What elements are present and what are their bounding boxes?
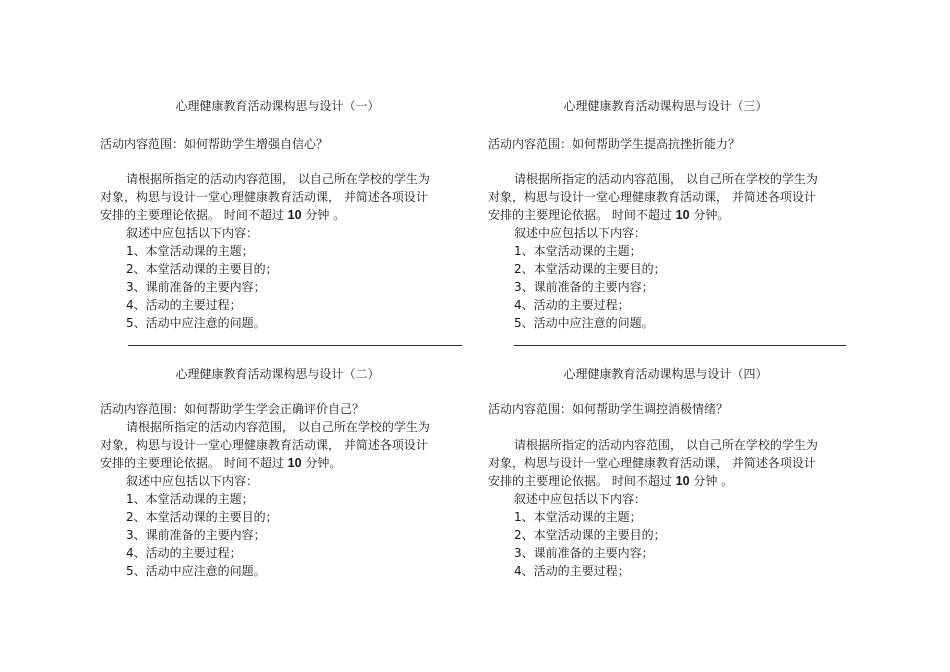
- instruction-tail: 分钟。: [689, 208, 730, 222]
- section-title: 心理健康教育活动课构思与设计（四）: [563, 367, 768, 381]
- list-item: 1、本堂活动课的主题；: [514, 244, 642, 258]
- list-item: 1、本堂活动课的主题；: [126, 244, 254, 258]
- list-item: 4、活动的主要过程；: [126, 546, 242, 560]
- time-limit-value: 10: [287, 208, 302, 222]
- content-intro: 叙述中应包括以下内容：: [514, 226, 647, 240]
- instruction-line-1: 请根据所指定的活动内容范围， 以自己所在学校的学生为: [126, 420, 430, 434]
- divider: [128, 345, 462, 346]
- time-limit-value: 10: [287, 456, 302, 470]
- list-item: 2、本堂活动课的主要目的；: [126, 262, 278, 276]
- list-item: 3、课前准备的主要内容；: [126, 528, 266, 542]
- list-item: 1、本堂活动课的主题；: [514, 510, 642, 524]
- instruction-text: 安排的主要理论依据。 时间不超过: [100, 456, 288, 470]
- instruction-line-2: 对象，构思与设计一堂心理健康教育活动课， 并简述各项设计: [100, 438, 428, 452]
- instruction-tail: 分钟。: [301, 456, 342, 470]
- list-item: 4、活动的主要过程；: [126, 298, 242, 312]
- activity-scope: 活动内容范围：如何帮助学生提高抗挫折能力？: [488, 137, 741, 151]
- list-item: 2、本堂活动课的主要目的；: [514, 528, 666, 542]
- list-item: 5、活动中应注意的问题。: [126, 316, 266, 330]
- activity-scope: 活动内容范围：如何帮助学生增强自信心？: [100, 137, 329, 151]
- list-item: 1、本堂活动课的主题；: [126, 492, 254, 506]
- content-intro: 叙述中应包括以下内容：: [514, 492, 647, 506]
- list-item: 4、活动的主要过程；: [514, 298, 630, 312]
- instruction-text: 安排的主要理论依据。 时间不超过: [488, 208, 676, 222]
- instruction-text: 安排的主要理论依据。 时间不超过: [488, 474, 676, 488]
- list-item: 3、课前准备的主要内容；: [126, 280, 266, 294]
- instruction-line-3: [488, 207, 729, 223]
- instruction-line-3: [488, 473, 733, 489]
- divider: [514, 345, 846, 346]
- instruction-line-1: 请根据所指定的活动内容范围， 以自己所在学校的学生为: [126, 172, 430, 186]
- list-item: 5、活动中应注意的问题。: [126, 564, 266, 578]
- activity-scope: 活动内容范围：如何帮助学生调控消极情绪？: [488, 402, 729, 416]
- instruction-line-2: 对象，构思与设计一堂心理健康教育活动课， 并简述各项设计: [100, 190, 428, 204]
- instruction-line-1: 请根据所指定的活动内容范围， 以自己所在学校的学生为: [514, 438, 818, 452]
- activity-scope: 活动内容范围：如何帮助学生学会正确评价自己？: [100, 402, 365, 416]
- section-title: 心理健康教育活动课构思与设计（一）: [175, 99, 380, 113]
- instruction-tail: 分钟 。: [689, 474, 734, 488]
- list-item: 4、活动的主要过程；: [514, 564, 630, 578]
- instruction-line-1: 请根据所指定的活动内容范围， 以自己所在学校的学生为: [514, 172, 818, 186]
- time-limit-value: 10: [675, 474, 690, 488]
- content-intro: 叙述中应包括以下内容：: [126, 226, 259, 240]
- section-title: 心理健康教育活动课构思与设计（二）: [175, 367, 380, 381]
- instruction-line-3: [100, 455, 341, 471]
- instruction-tail: 分钟 。: [301, 208, 346, 222]
- list-item: 2、本堂活动课的主要目的；: [126, 510, 278, 524]
- instruction-line-2: 对象，构思与设计一堂心理健康教育活动课， 并简述各项设计: [488, 456, 816, 470]
- list-item: 2、本堂活动课的主要目的；: [514, 262, 666, 276]
- instruction-line-3: [100, 207, 345, 223]
- list-item: 5、活动中应注意的问题。: [514, 316, 654, 330]
- content-intro: 叙述中应包括以下内容：: [126, 474, 259, 488]
- list-item: 3、课前准备的主要内容；: [514, 546, 654, 560]
- section-title: 心理健康教育活动课构思与设计（三）: [563, 99, 768, 113]
- time-limit-value: 10: [675, 208, 690, 222]
- instruction-text: 安排的主要理论依据。 时间不超过: [100, 208, 288, 222]
- list-item: 3、课前准备的主要内容；: [514, 280, 654, 294]
- instruction-line-2: 对象，构思与设计一堂心理健康教育活动课， 并简述各项设计: [488, 190, 816, 204]
